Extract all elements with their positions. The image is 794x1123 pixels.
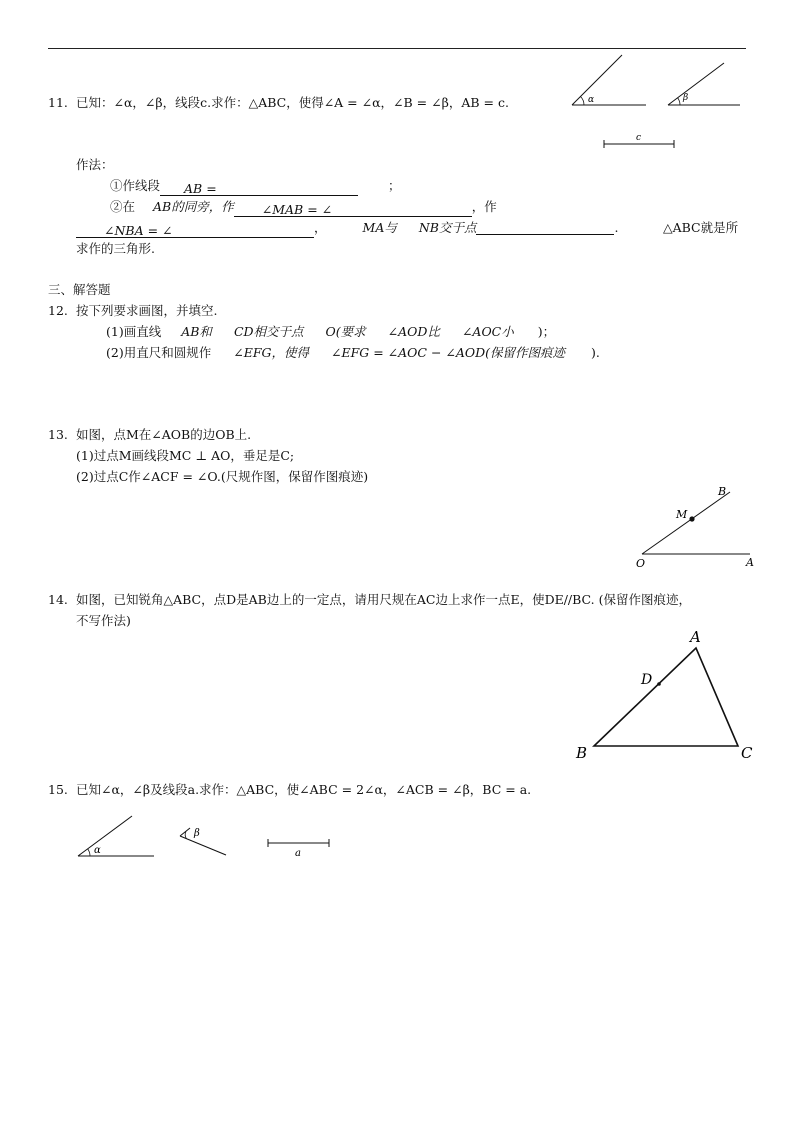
q11-step2-var: AB的同旁，作 (153, 199, 234, 214)
q13-number: 13. (48, 427, 68, 442)
q11-step1 (110, 178, 401, 196)
header-rule (48, 48, 746, 49)
q11-step2-dot: . (614, 220, 619, 235)
q14-number: 14. (48, 592, 68, 607)
q11-step2-last: 求作的三角形. (76, 241, 155, 256)
q12-item1-g: )； (537, 324, 556, 339)
q14-label-b: B (576, 744, 588, 762)
q15-number: 15. (48, 782, 68, 797)
q15-alpha-label: α (94, 845, 101, 856)
q11-step2-blank3[interactable] (476, 220, 614, 235)
q12-item2-a: (2)用直尺和圆规作 (106, 345, 212, 360)
q11-method-label: 作法： (76, 157, 114, 172)
q12-number: 12. (48, 303, 68, 318)
q12-item1-e: ∠AOD比 (387, 324, 440, 339)
q12-item2-c: ∠EFG = ∠AOC − ∠AOD(保留作图痕迹 (330, 345, 566, 360)
q12-stem: 按下列要求画图，并填空. (76, 303, 218, 318)
q13-label-b: B (718, 485, 727, 498)
q14-stem: 如图，已知锐角△ABC，点D是AB边上的一定点，请用尺规在AC边上求作一点E，使DE//BC. (保留作图痕迹， (76, 592, 692, 607)
q15-figure (70, 808, 340, 863)
q11-step2-nb: NB交于点 (418, 220, 477, 235)
q11-step2-mid: ， (314, 220, 327, 235)
q11-step1-blank[interactable] (160, 181, 358, 196)
q13-item1: (1)过点M画线段MC ⊥ AO，垂足是C; (76, 448, 295, 463)
q12-item1-a: (1)画直线 (106, 324, 162, 339)
q12-item2-b: ∠EFG，使得 (233, 345, 309, 360)
q11-step2-blank2[interactable] (76, 223, 314, 238)
q15-beta-label: β (194, 828, 200, 839)
q11-step2-angle2: ∠NBA = ∠ (104, 223, 173, 238)
q13-item2: (2)过点C作∠ACF = ∠O.(尺规作图，保留作图痕迹) (76, 469, 369, 484)
q11-step2 (110, 199, 497, 217)
q11-figure (570, 55, 750, 155)
q14-figure (570, 622, 770, 768)
q12-item1-b: AB和 (181, 324, 212, 339)
q11-c-label: c (636, 133, 642, 143)
q11-step2-ma: MA与 (362, 220, 397, 235)
q11-step2-angle: ∠MAB = ∠ (261, 202, 333, 217)
q11-step2-blank1[interactable] (234, 202, 472, 217)
q11-step1-end: ； (388, 178, 401, 193)
q11-stem: 已知：∠α，∠β，线段c.求作：△ABC，使得∠A = ∠α，∠B = ∠β，AB = c. (76, 95, 509, 110)
q11-step1-pre: ①作线段 (110, 178, 161, 193)
q15-stem: 已知∠α，∠β及线段a.求作：△ABC，使∠ABC = 2∠α，∠ACB = ∠β，BC = a. (76, 782, 532, 797)
section-3-title: 三、解答题 (48, 282, 111, 297)
q14-stem2: 不写作法) (76, 613, 131, 628)
q11-step2-pre: ②在 (110, 199, 136, 214)
q12-item1-f: ∠AOC小 (461, 324, 514, 339)
q11-step2-cont (76, 220, 618, 238)
q13-figure (620, 480, 760, 572)
q11-number: 11. (48, 95, 68, 110)
q15-a-label: a (295, 848, 301, 859)
q11-step2-tail: △ABC就是所 (663, 220, 739, 235)
q12-item2-d: ). (591, 345, 600, 360)
q14-point-d (657, 682, 661, 686)
q11-step2-end: ，作 (471, 199, 497, 214)
q13-label-o: O (636, 557, 646, 570)
q13-label-m: M (676, 508, 688, 521)
q11-alpha-label: α (588, 95, 595, 105)
q13-point-m (689, 516, 694, 521)
q12-item2 (106, 345, 600, 361)
q11-step1-var: AB = (184, 181, 217, 196)
q12-item1 (106, 324, 555, 340)
q11-beta-label: β (683, 93, 689, 103)
q14-triangle (594, 648, 738, 746)
q13-label-a: A (746, 556, 754, 569)
q14-label-a: A (690, 628, 701, 646)
q12-item1-d: O(要求 (325, 324, 366, 339)
q14-label-d: D (641, 672, 653, 688)
q13-stem: 如图，点M在∠AOB的边OB上. (76, 427, 252, 442)
q12-item1-c: CD相交于点 (233, 324, 304, 339)
q14-label-c: C (741, 744, 753, 762)
